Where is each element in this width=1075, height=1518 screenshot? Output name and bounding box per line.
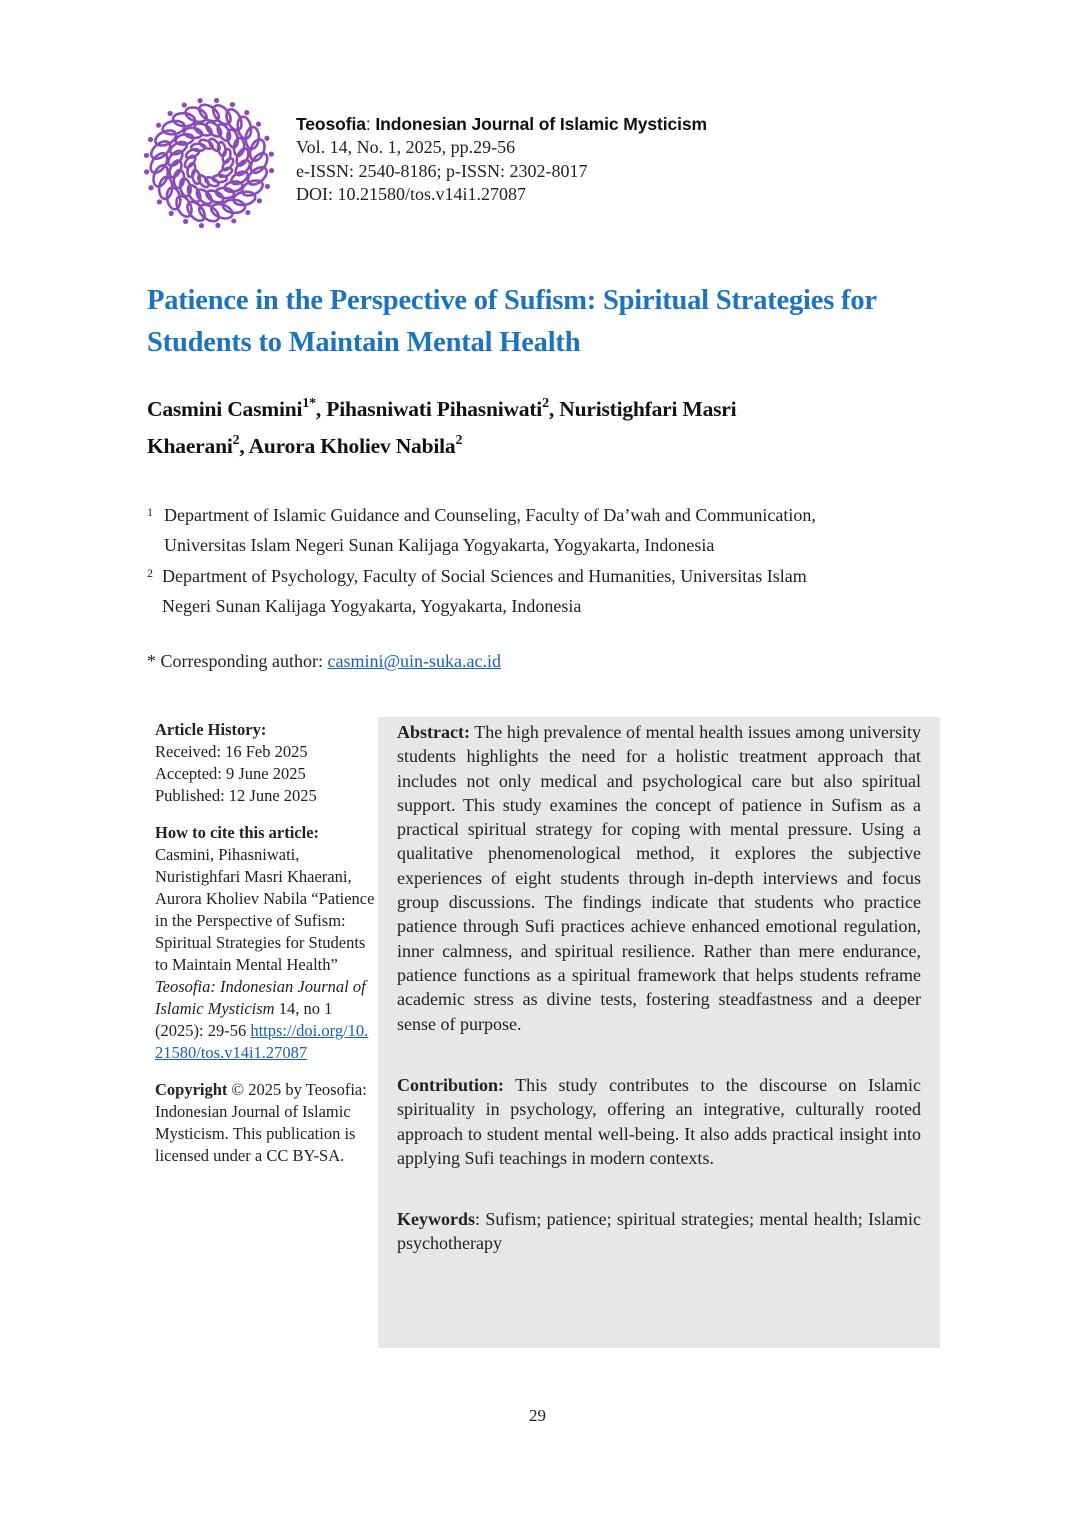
affiliation-line: Department of Islamic Guidance and Counseling, Faculty of Da’wah and Communication, [164,505,816,525]
logo-dot [245,210,250,215]
logo-petal [184,105,209,125]
affiliation-number: 2 [147,566,153,580]
abstract-paragraph [397,720,921,1036]
copyright-text: © 2025 by Teosofia: Indonesian Journal of Islamic Mysticism. This publication is licensed under a CC BY-SA. [155,1080,367,1165]
author-affiliation-mark: 2 [455,432,463,448]
logo-petal [209,201,234,221]
affiliation-line: Negeri Sunan Kalijaga Yogyakarta, Yogyakarta, Indonesia [162,596,582,616]
logo-dot [156,123,161,128]
logo-dot [144,169,149,174]
logo-dot [182,102,187,107]
author-list [147,391,947,465]
logo-dot [148,137,153,142]
abstract-box [378,717,940,1348]
logo-dot [230,102,235,107]
logo-petal [205,188,226,205]
affiliation-line: Department of Psychology, Faculty of Social Sciences and Humanities, Universitas Islam [162,566,807,586]
abstract-label: Abstract: [397,722,470,742]
abstract-text: The high prevalence of mental health issues among university students highlights the need for a holistic treatment approach that includes not only medical and psychological care but also spiritual support. This study examines the concept of patience in Sufism as a practical spiritual strategy for coping with mental pressure. Using a qualitative phenomenological method, it explores the subjective experiences of eight students through in-depth interviews and focus group discussions. The findings indicate that students who practice patience through Sufi practices achieve enhanced emotional regulation, inner calmness, and spiritual resilience. Rather than mere endurance, patience functions as a spiritual framework that helps students reframe academic stress as divine tests, fostering steadfastness and a deeper sense of purpose. [397,722,921,1034]
logo-dot [169,211,174,216]
logo-petal [151,163,171,188]
logo-dot [214,98,219,103]
affiliation-line: Universitas Islam Negeri Sunan Kalijaga Yogyakarta, Yogyakarta, Indonesia [164,535,715,555]
copyright-block [155,1079,375,1167]
contribution-paragraph [397,1073,921,1170]
journal-issn: e-ISSN: 2540-8186; p-ISSN: 2302-8017 [296,160,588,181]
logo-petal [234,147,251,168]
logo-dot [264,136,269,141]
logo-dot [168,111,173,116]
logo-dot [269,168,274,173]
logo-dot [148,185,153,190]
journal-volume: Vol. 14, No. 1, 2025, pp.29-56 [296,137,516,157]
logo-dot [199,223,204,228]
logo-dot [265,184,270,189]
author-line-1: Casmini Casmini$^{1*}$, Pihasniwati Pihasniwati$^2$, Nuristighfari Masri [147,395,737,421]
logo-dot [257,198,262,203]
contribution-label: Contribution: [397,1075,505,1095]
author-name: Khaerani [147,434,233,458]
logo-dot [183,219,188,224]
affiliation-2 [147,561,947,621]
logo-dot [215,223,220,228]
article-history [155,719,375,807]
logo-dot [157,199,162,204]
logo-petal [193,121,214,138]
page-number: 29 [529,1406,546,1425]
accepted-date: Accepted: 9 June 2025 [155,764,306,783]
journal-doi: DOI: 10.21580/tos.v14i1.27087 [296,184,527,204]
citation-block [155,822,375,1064]
logo-dot [244,110,249,115]
contribution-text: This study contributes to the discourse on Islamic spirituality in psychology, offering an integrative, culturally rooted approach to student mental well-being. It also adds practical insight into applying Sufi teachings in modern contexts. [397,1075,921,1168]
logo-petal [247,138,267,163]
corresponding-author [147,648,501,674]
journal-subtitle: Indonesian Journal of Islamic Mysticism [375,114,707,134]
author-name: Nuristighfari Masri [559,397,737,421]
journal-logo-icon [143,97,275,229]
copyright-label: Copyright [155,1080,228,1099]
author-affiliation-mark: 2 [542,395,549,411]
citation-issue: 14, no 1 (2025): 29-56 [155,999,333,1040]
logo-dot [231,218,236,223]
received-date: Received: 16 Feb 2025 [155,742,308,761]
journal-header [296,112,896,207]
author-name: Casmini Casmini [147,397,303,421]
keywords-text: Sufism; patience; spiritual strategies; mental health; Islamic psychotherapy [397,1209,921,1254]
keywords-label: Keywords [397,1209,475,1229]
logo-dot [198,98,203,103]
logo-petal [222,148,232,163]
logo-dot [269,152,274,157]
journal-name: Teosofia [296,114,366,134]
title-line-1: Patience in the Perspective of Sufism: Spiritual Strategies for [147,285,877,316]
history-heading: Article History: [155,720,267,739]
logo-dot [256,122,261,127]
affiliation-1 [147,500,947,560]
citation-journal: Teosofia: Indonesian Journal of Islamic Mysticism [155,977,366,1018]
logo-dot [144,153,149,158]
corresponding-label: * Corresponding author: [147,651,323,671]
keywords-paragraph: Keywords: Sufism; patience; spiritual strategies; mental health; Islamic psychotherapy [397,1209,921,1254]
paper-title [147,280,947,364]
author-line-2: Khaerani$^2$, Aurora Kholiev Nabila$^2$ [147,432,463,458]
doi-link[interactable]: https://doi.org/10.21580/tos.v14i1.27087 [155,1021,369,1062]
citation-heading: How to cite this article: [155,823,320,842]
author-name: Pihasniwati Pihasniwati [326,397,543,421]
author-affiliation-mark: 1* [302,395,316,411]
author-name: Aurora Kholiev Nabila [248,434,456,458]
citation-text [155,844,375,1064]
article-sidebar [155,719,375,1182]
author-affiliation-mark: 2 [232,432,240,448]
published-date: Published: 12 June 2025 [155,786,317,805]
affiliation-number: 1 [147,505,153,519]
title-line-2: Students to Maintain Mental Health [147,327,581,358]
citation-body: Casmini, Pihasniwati, Nuristighfari Masri Khaerani, Aurora Kholiev Nabila “Patience in the Perspective of Sufism: Spiritual Strategies for Students to Maintain Mental Health” [155,845,375,974]
email-link[interactable]: casmini@uin-suka.ac.id [327,651,502,671]
journal-title: Teosofia: Indonesian Journal of Islamic Mysticism [296,114,707,134]
logo-petal [167,159,184,180]
